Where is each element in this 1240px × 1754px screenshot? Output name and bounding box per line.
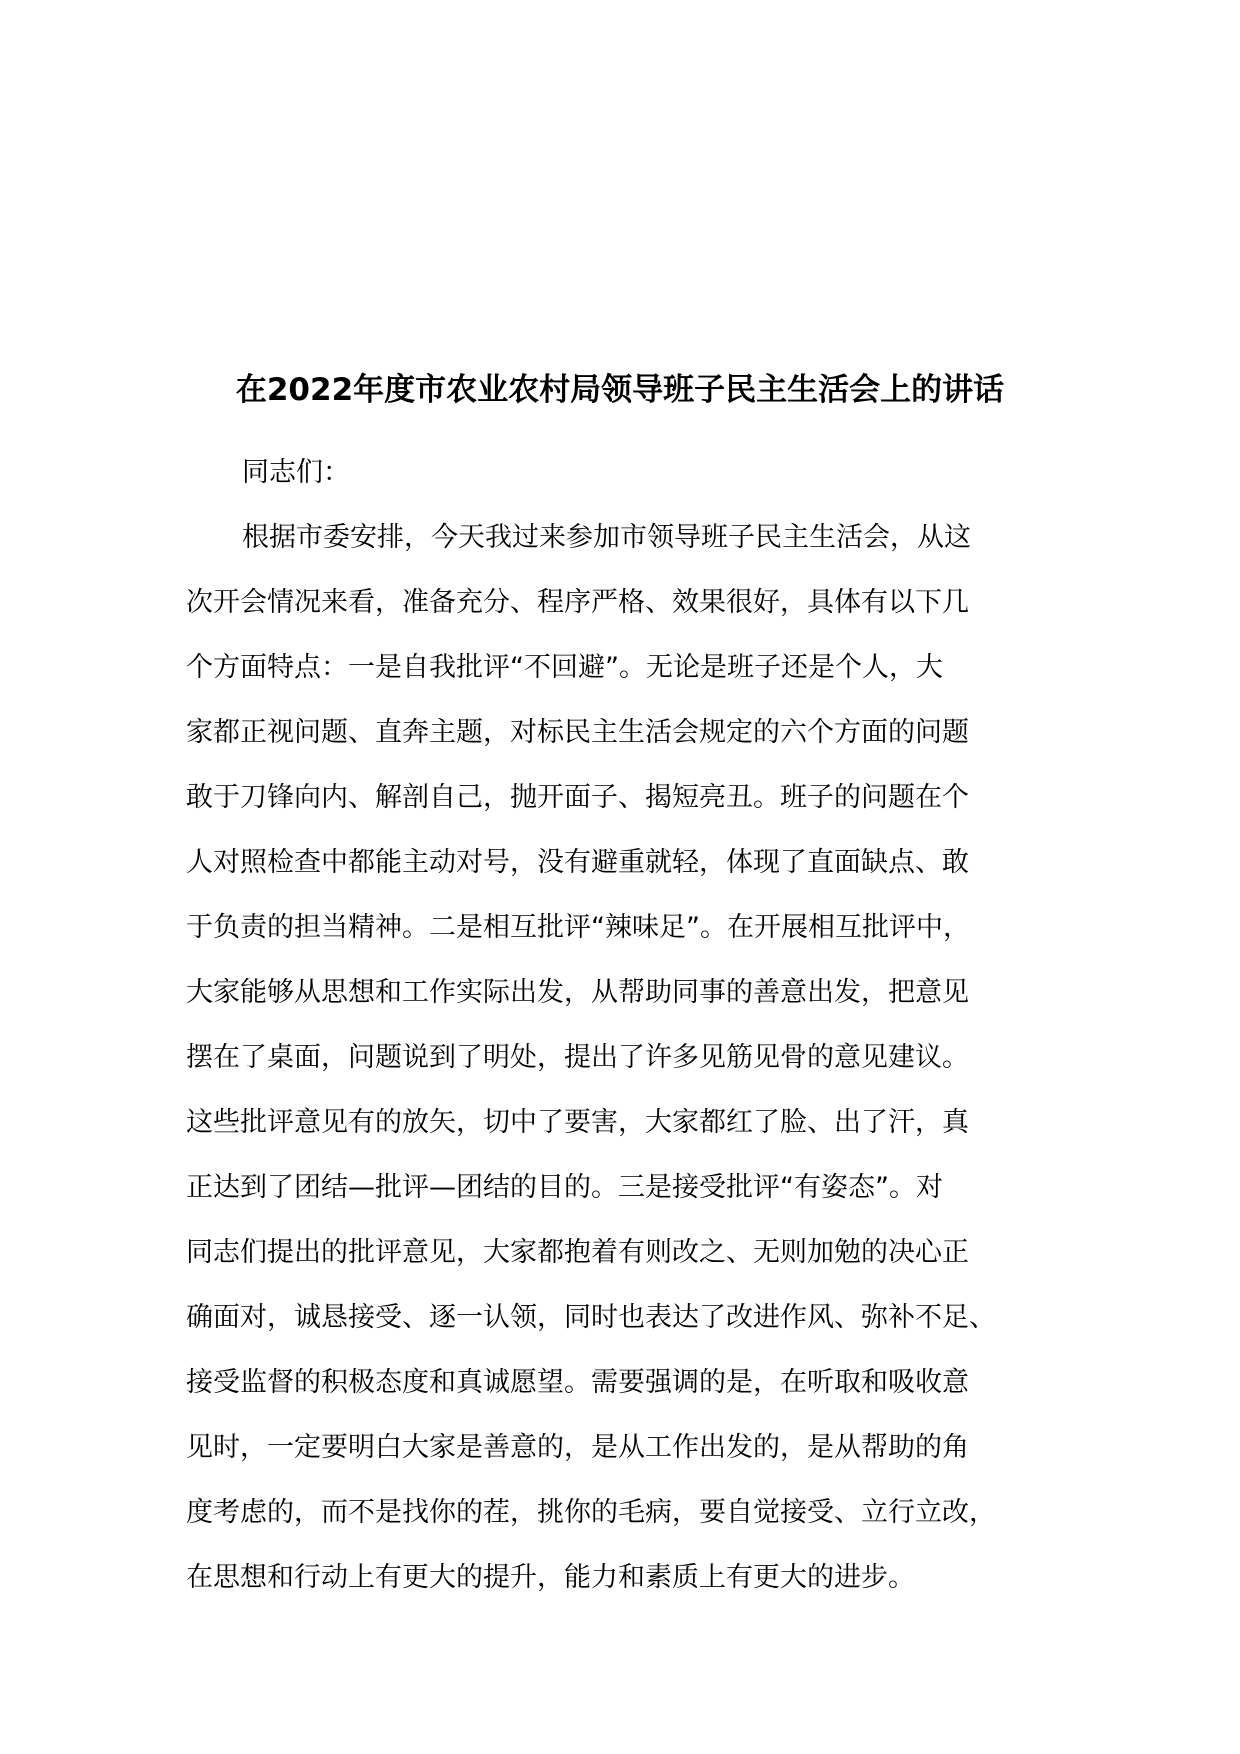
document-title: 在2022年度市农业农村局领导班子民主生活会上的讲话 (235, 372, 1005, 408)
paragraph-line: 度考虑的，而不是找你的茬，挑你的毛病，要自觉接受、立行立改， (186, 1497, 996, 1528)
paragraph-line: 大家能够从思想和工作实际出发，从帮助同事的善意出发，把意见 (186, 977, 969, 1008)
paragraph-line: 于负责的担当精神。二是相互批评“辣味足”。在开展相互批评中， (186, 912, 970, 943)
paragraph-line: 在思想和行动上有更大的提升，能力和素质上有更大的进步。 (186, 1562, 915, 1593)
paragraph-line: 敢于刀锋向内、解剖自己，抛开面子、揭短亮丑。班子的问题在个 (186, 782, 969, 813)
paragraph-line: 同志们提出的批评意见，大家都抱着有则改之、无则加勉的决心正 (186, 1237, 969, 1268)
paragraph-line: 根据市委安排，今天我过来参加市领导班子民主生活会，从这 (242, 522, 971, 553)
salutation: 同志们： (242, 457, 350, 488)
paragraph-line: 这些批评意见有的放矢，切中了要害，大家都红了脸、出了汗，真 (186, 1107, 969, 1138)
paragraph-line: 正达到了团结—批评—团结的目的。三是接受批评“有姿态”。对 (186, 1172, 943, 1203)
paragraph-line: 摆在了桌面，问题说到了明处，提出了许多见筋见骨的意见建议。 (186, 1042, 969, 1073)
paragraph-line: 见时，一定要明白大家是善意的，是从工作出发的，是从帮助的角 (186, 1432, 969, 1463)
document-body (186, 440, 1086, 1610)
paragraph-line: 接受监督的积极态度和真诚愿望。需要强调的是，在听取和吸收意 (186, 1367, 969, 1398)
paragraph-line: 人对照检查中都能主动对号，没有避重就轻，体现了直面缺点、敢 (186, 847, 969, 878)
paragraph-line: 次开会情况来看，准备充分、程序严格、效果很好，具体有以下几 (186, 587, 969, 618)
paragraph-line: 个方面特点：一是自我批评“不回避”。无论是班子还是个人，大 (186, 652, 943, 683)
paragraph-line: 家都正视问题、直奔主题，对标民主生活会规定的六个方面的问题 (186, 717, 969, 748)
paragraph-line: 确面对，诚恳接受、逐一认领，同时也表达了改进作风、弥补不足、 (186, 1302, 996, 1333)
